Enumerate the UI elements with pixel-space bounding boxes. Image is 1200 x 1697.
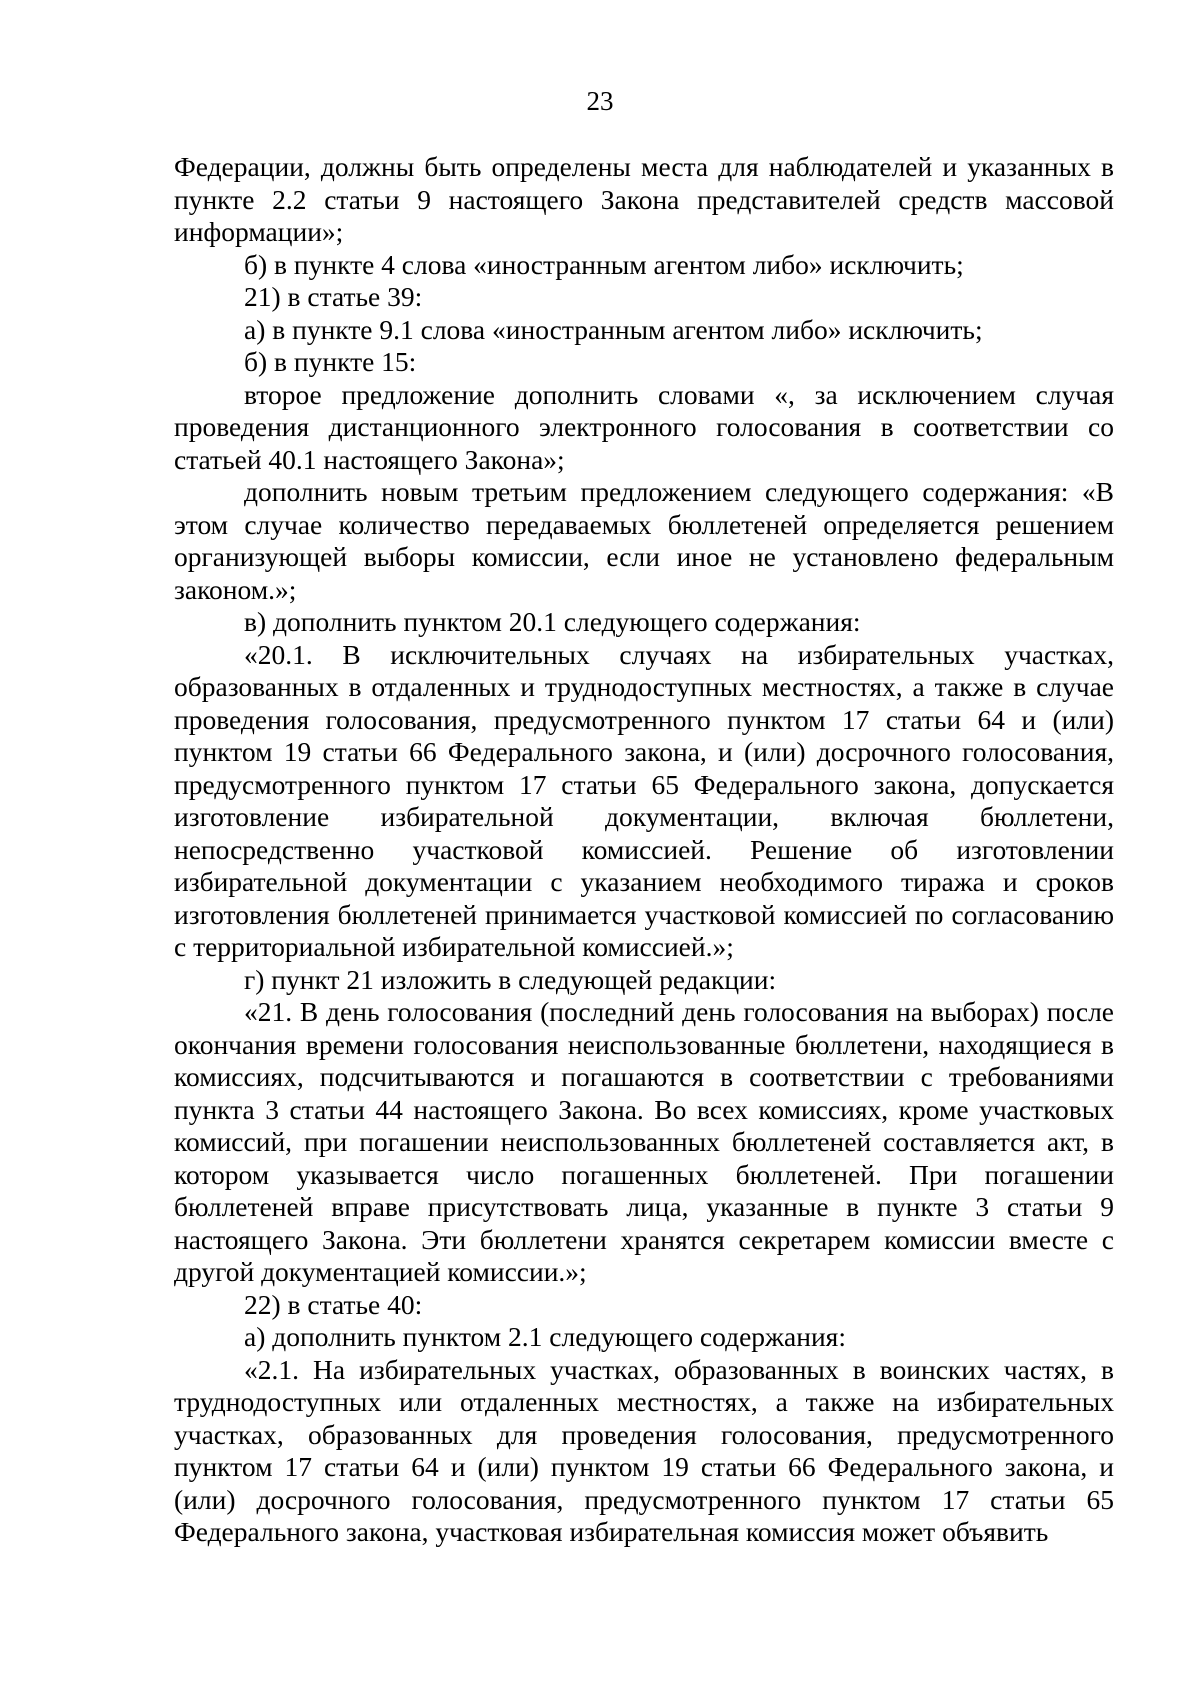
paragraph-item-b-point-15: б) в пункте 15: (244, 346, 417, 377)
paragraph-item-a-point-2-1: а) дополнить пунктом 2.1 следующего содержания: (244, 1321, 846, 1352)
paragraph-continuation: Федерации, должны быть определены места для наблюдателей и указанных в пункте 2.2 статьи 9 настоящего Закона представителей средств массовой информации»; (174, 151, 1114, 247)
page-number: 23 (586, 86, 614, 116)
paragraph-point-2-1-text: «2.1. На избирательных участках, образованных в воинских частях, в труднодоступных или отдаленных местностях, а также на избирательных участках, образованных для проведения голосования, предусмотренного пунктом 17 статьи 64 и (или) пунктом 19 статьи 66 Федерального закона, и (или) досрочного голосования, предусмотренного пунктом 17 статьи 65 Федерального закона, участковая избирательная комиссия может объявить (174, 1353, 1114, 1547)
paragraph-item-21: 21) в статье 39: (244, 281, 423, 312)
paragraph-second-sentence: второе предложение дополнить словами «, за исключением случая проведения дистанционного электронного голосования в соответствии со статьей 40.1 настоящего Закона»; (174, 378, 1114, 475)
paragraph-third-sentence: дополнить новым третьим предложением следующего содержания: «В этом случае количество передаваемых бюллетеней определяется решением организующей выборы комиссии, если иное не установлено федеральным законом.»; (174, 476, 1114, 605)
document-body (174, 151, 1114, 1549)
paragraph-point-20-1-text: «20.1. В исключительных случаях на избирательных участках, образованных в отдаленных и труднодоступных местностях, а также в случае проведения голосования, предусмотренного пунктом 17 статьи 64 и (или) пунктом 19 статьи 66 Федерального закона, и (или) досрочного голосования, предусмотренного пунктом 17 статьи 65 Федерального закона, допускается изготовление избирательной документации, включая бюллетени, непосредственно участковой комиссией. Решение об изготовлении избирательной документации с указанием необходимого тиража и сроков изготовления бюллетеней принимается участковой комиссией по согласованию с территориальной избирательной комиссией.»; (174, 638, 1114, 962)
paragraph-item-g-point-21: г) пункт 21 изложить в следующей редакции: (244, 963, 777, 995)
paragraph-item-a-point-9-1: а) в пункте 9.1 слова «иностранным агентом либо» исключить; (244, 313, 983, 345)
paragraph-point-21-text: «21. В день голосования (последний день голосования на выборах) после окончания времени голосования неиспользованные бюллетени, находящиеся в комиссиях, подсчитываются и погашаются в соответствии с требованиями пункта 3 статьи 44 настоящего Закона. Во всех комиссиях, кроме участковых комиссий, при погашении неиспользованных бюллетеней составляется акт, в котором указывается число погашенных бюллетеней. При погашении бюллетеней вправе присутствовать лица, указанные в пункте 3 статьи 9 настоящего Закона. Эти бюллетени хранятся секретарем комиссии вместе с другой документацией комиссии.»; (174, 996, 1114, 1287)
paragraph-item-b-point-4: б) в пункте 4 слова «иностранным агентом либо» исключить; (244, 248, 964, 280)
paragraph-item-22: 22) в статье 40: (244, 1288, 423, 1320)
paragraph-item-v-point-20-1: в) дополнить пунктом 20.1 следующего содержания: (244, 606, 861, 637)
